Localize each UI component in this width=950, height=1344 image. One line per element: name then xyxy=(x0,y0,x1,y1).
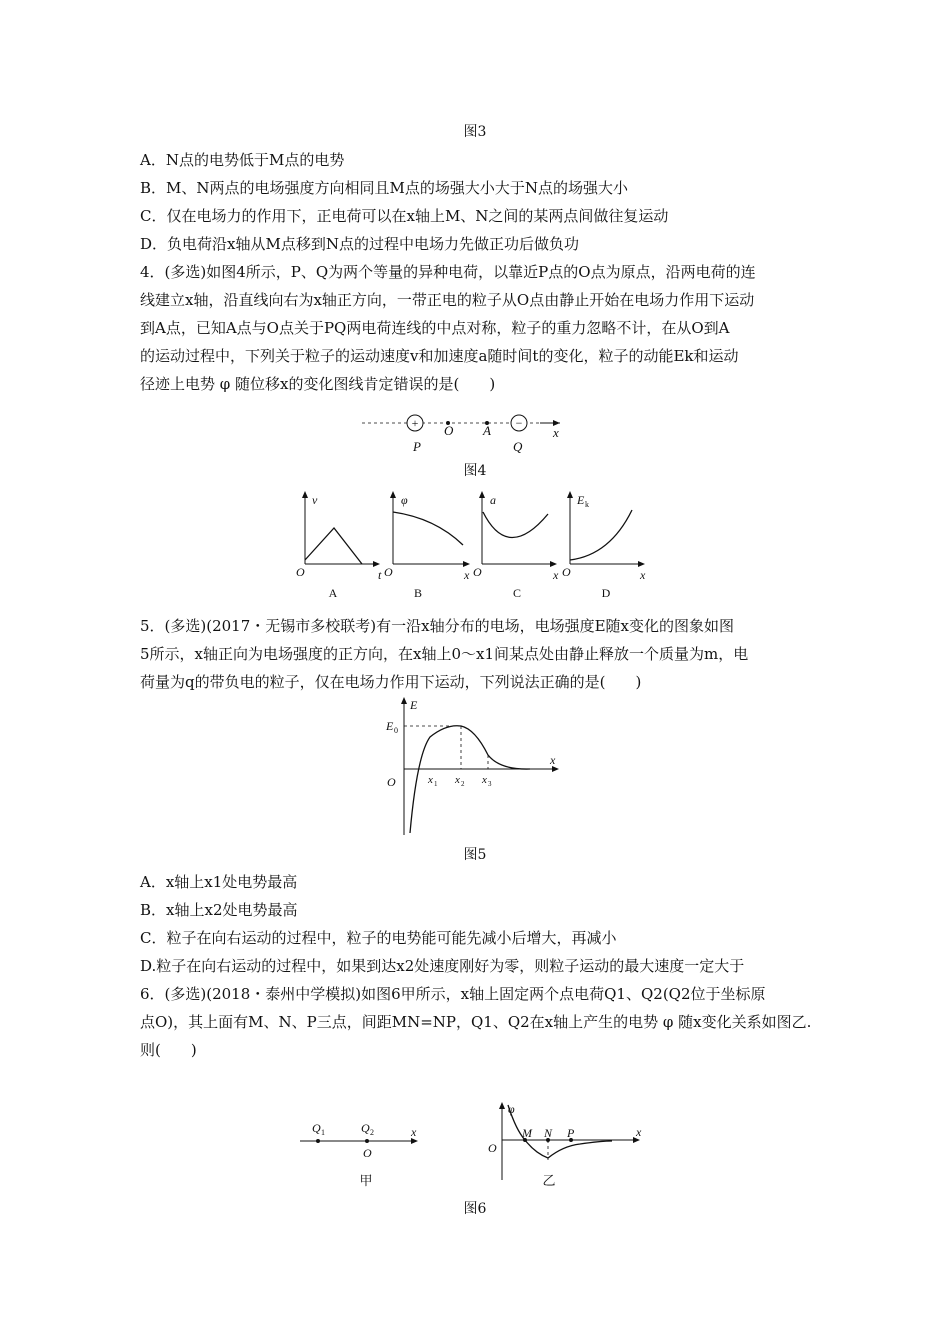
graph-d-ylabel-sub: k xyxy=(585,500,589,509)
figure5-graph xyxy=(0,695,950,845)
figure5-e0: E xyxy=(386,719,394,733)
graph-b-option: B xyxy=(413,586,423,600)
q5-option-c: C．粒子在向右运动的过程中，粒子的电势能可能先减小后增大，再减小 xyxy=(140,929,617,947)
q3-option-b: B．M、N两点的电场强度方向相同且M点的场强大小大于N点的场强大小 xyxy=(140,179,628,197)
figure5-origin: O xyxy=(387,775,396,789)
figure5-x1-sub: 1 xyxy=(434,780,438,788)
q6-line-2: 点O)，其上面有M、N、P三点，间距MN=NP，Q1、Q2在x轴上产生的电势 φ 随x变化关系如图乙. xyxy=(140,1013,812,1031)
label-n: N xyxy=(544,1126,553,1140)
label-o: O xyxy=(444,423,454,438)
label-p: P xyxy=(413,439,421,454)
figure6-ylabel: φ xyxy=(508,1102,515,1116)
graph-a xyxy=(296,491,382,600)
q5-option-b: B．x轴上x2处电势最高 xyxy=(140,901,298,919)
q5-option-a: A．x轴上x1处电势最高 xyxy=(140,873,298,891)
q3-option-d: D．负电荷沿x轴从M点移到N点的过程中电场力先做正功后做负功 xyxy=(140,235,579,253)
graph-a-xlabel: t xyxy=(378,568,382,582)
graph-c xyxy=(473,491,559,600)
figure5-x2: x xyxy=(455,774,460,786)
figure4-graphs xyxy=(0,490,950,610)
graph-b-xlabel: x xyxy=(464,568,470,582)
label-q: Q xyxy=(513,439,523,454)
graph-d-option: D xyxy=(601,586,611,600)
graph-a-option: A xyxy=(328,586,338,600)
figure4-diagram xyxy=(0,405,950,465)
q3-option-a: A．N点的电势低于M点的电势 xyxy=(140,151,345,169)
graph-c-option: C xyxy=(512,586,522,600)
figure6-caption: 图6 xyxy=(463,1201,487,1217)
q4-line-3: 到A点，已知A点与O点关于PQ两电荷连线的中点对称，粒子的重力忽略不计，在从O到A xyxy=(140,319,730,337)
graph-a-curve xyxy=(305,528,362,564)
figure5-x2-sub: 2 xyxy=(461,780,465,788)
figure5-x3: x xyxy=(482,774,487,786)
figure5-ylabel: E xyxy=(410,698,418,712)
figure4-caption: 图4 xyxy=(463,463,487,479)
q4-line-5: 径迹上电势 φ 随位移x的变化图线肯定错误的是( ) xyxy=(140,375,496,393)
graph-b-origin: O xyxy=(384,565,393,579)
figure5-e0-sub: 0 xyxy=(394,726,398,735)
figure5-xlabel: x xyxy=(550,753,556,767)
figure6-xlabel: x xyxy=(636,1125,642,1139)
graph-d-curve xyxy=(570,510,632,560)
graph-b-ylabel: φ xyxy=(401,493,408,507)
caption-yi: 乙 xyxy=(542,1173,556,1188)
label-m: M xyxy=(522,1126,532,1140)
q3-option-c: C．仅在电场力的作用下，正电荷可以在x轴上M、N之间的某两点间做往复运动 xyxy=(140,207,669,225)
figure5-x3-sub: 3 xyxy=(488,780,492,788)
q6-line-1: 6．(多选)(2018・泰州中学模拟)如图6甲所示，x轴上固定两个点电荷Q1、Q2(Q2位于坐标原 xyxy=(140,985,766,1003)
q4-line-4: 的运动过程中，下列关于粒子的运动速度v和加速度a随时间t的变化，粒子的动能Ek和运动 xyxy=(140,347,739,365)
figure6-yi xyxy=(0,1100,950,1210)
figure3-caption: 图3 xyxy=(463,124,487,140)
graph-a-origin: O xyxy=(296,565,305,579)
q6-line-3: 则( ) xyxy=(140,1041,197,1059)
q5-line-2: 5所示，x轴正向为电场强度的正方向，在x轴上0～x1间某点处由静止释放一个质量为m，电 xyxy=(140,645,749,663)
graph-d xyxy=(562,491,646,600)
graph-b-curve xyxy=(393,512,463,545)
graph-c-xlabel: x xyxy=(553,568,559,582)
graph-c-ylabel: a xyxy=(490,493,496,507)
label-o-jia: O xyxy=(363,1146,372,1160)
figure6-origin: O xyxy=(488,1141,497,1155)
graph-d-ylabel: E xyxy=(577,493,585,507)
caption-jia: 甲 xyxy=(359,1173,373,1188)
q4-line-2: 线建立x轴，沿直线向右为x轴正方向，一带正电的粒子从O点由静止开始在电场力作用下运动 xyxy=(140,291,755,309)
label-x-jia: x xyxy=(411,1125,417,1139)
q5-line-3: 荷量为q的带负电的粒子，仅在电场力作用下运动，下列说法正确的是( ) xyxy=(140,673,642,691)
charge-q-sign: − xyxy=(515,416,523,430)
graph-b xyxy=(384,491,470,600)
label-x: x xyxy=(553,425,559,440)
graph-c-origin: O xyxy=(473,565,482,579)
label-q1: Q xyxy=(312,1121,321,1135)
graph-d-xlabel: x xyxy=(640,568,646,582)
label-q1-sub: 1 xyxy=(321,1128,325,1137)
graph-a-ylabel: v xyxy=(312,493,318,507)
label-a: A xyxy=(483,423,491,438)
label-p-yi: P xyxy=(567,1126,575,1140)
q5-option-d: D.粒子在向右运动的过程中，如果到达x2处速度刚好为零，则粒子运动的最大速度一定大于 xyxy=(140,957,745,975)
figure5-caption: 图5 xyxy=(463,847,487,863)
graph-c-curve xyxy=(483,512,548,538)
label-q2-sub: 2 xyxy=(370,1128,374,1137)
graph-d-origin: O xyxy=(562,565,571,579)
q4-line-1: 4．(多选)如图4所示，P、Q为两个等量的异种电荷，以靠近P点的O点为原点，沿两电荷的连 xyxy=(140,263,756,281)
label-q2: Q xyxy=(361,1121,370,1135)
q5-line-1: 5．(多选)(2017・无锡市多校联考)有一沿x轴分布的电场，电场强度E随x变化的图象如图 xyxy=(140,617,734,635)
charge-p-sign: + xyxy=(411,416,419,430)
figure5-x1: x xyxy=(428,774,433,786)
